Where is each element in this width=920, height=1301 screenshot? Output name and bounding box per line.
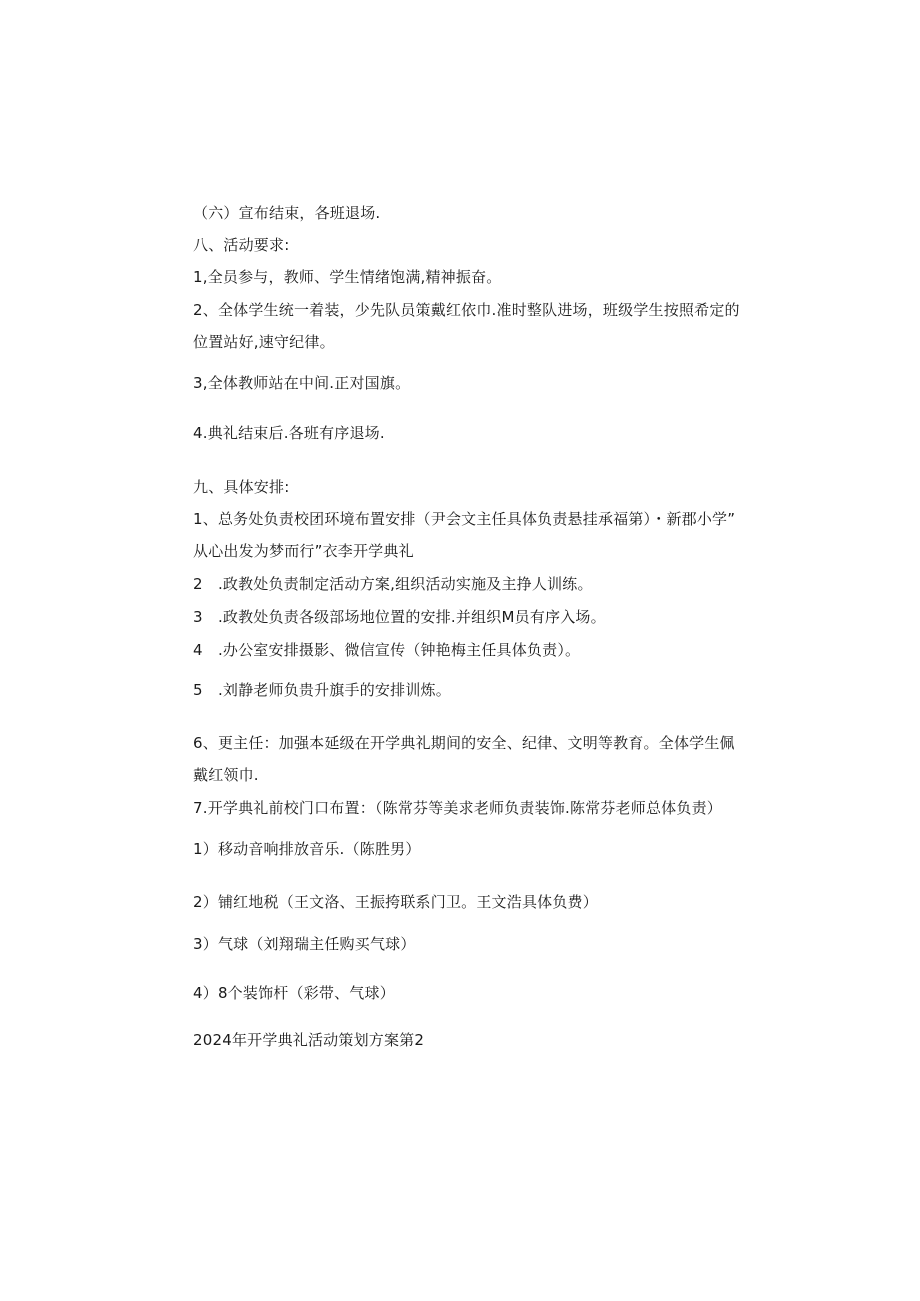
gate-item-1: 1）移动音响排放音乐.（陈胜男）: [193, 840, 421, 858]
arrangement-3: 3 .政教处负责各级部场地位置的安排.并组织M员有序入场。: [193, 608, 606, 626]
arrangement-6-line1: 6、更主任：加强本延级在开学典礼期间的安全、纪律、文明等教育。全体学生佩: [193, 734, 735, 752]
arrangement-6-line2: 戴红领巾.: [193, 766, 259, 784]
arrangement-7: 7.开学典礼前校门口布置：（陈常芬等美求老师负责装饰.陈常芬老师总体负责）: [193, 799, 722, 817]
heading-specific-arrangements: 九、具体安排:: [193, 478, 290, 496]
arrangement-5: 5 .刘静老师负贵升旗手的安排训炼。: [193, 681, 451, 699]
gate-item-3: 3）气球（刘翔瑞主任购买气球）: [193, 935, 416, 953]
arrangement-1-line2: 从心出发为梦而行”衣李开学典礼: [193, 542, 414, 560]
requirement-2-line2: 位置站好,速守纪律。: [193, 333, 335, 351]
gate-item-2: 2）铺红地税（王文洛、王振挎联系门卫。王文浩具体负费）: [193, 893, 598, 911]
requirement-1: 1,全员参与，教师、学生情绪饱满,精神振奋。: [193, 268, 502, 286]
requirement-3: 3,全体教师站在中间.正对国旗。: [193, 374, 411, 392]
requirement-4: 4.典礼结束后.各班有序退场.: [193, 424, 385, 442]
arrangement-2: 2 .政教处负责制定活动方案,组织活动实施及主挣人训练。: [193, 575, 593, 593]
section-six-end: （六）宣布结束，各班退场.: [193, 204, 381, 222]
next-plan-title: 2024年开学典礼活动策划方案第2: [193, 1031, 425, 1049]
heading-activity-requirements: 八、活动要求:: [193, 236, 290, 254]
arrangement-1-line1: 1、总务处负责校团环境布置安排（尹会文主任具体负责悬挂承福第）・新郡小学”: [193, 510, 736, 528]
requirement-2-line1: 2、全体学生统一着装，少先队员策戴红依巾.准时整队进场，班级学生按照希定的: [193, 301, 740, 319]
arrangement-4: 4 .办公室安排摄影、微信宣传（钟艳梅主任具体负责）。: [193, 641, 581, 659]
gate-item-4: 4）8个装饰杆（彩带、气球）: [193, 984, 395, 1002]
